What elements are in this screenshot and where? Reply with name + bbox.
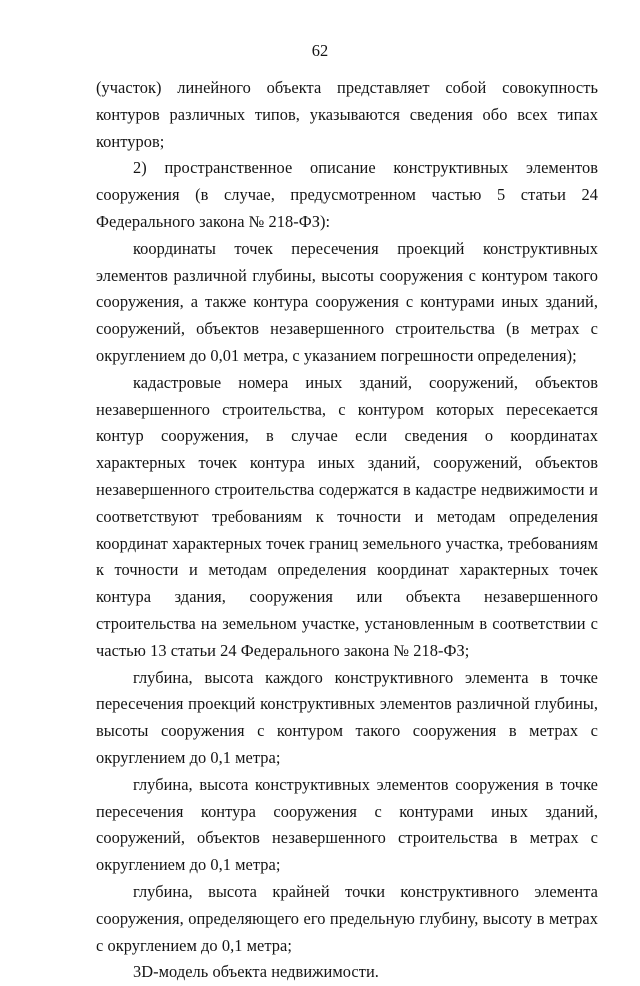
paragraph-continuation: (участок) линейного объекта представляет собой совокупность контуров различных типов, указываются сведения обо всех типах контуров; [96, 78, 598, 151]
paragraph-extreme-point: глубина, высота крайней точки конструктивного элемента сооружения, определяющего его предельную глубину, высоту в метрах с округлением до 0,1 метра; [96, 881, 598, 955]
paragraph-cadastral-numbers: кадастровые номера иных зданий, сооружений, объектов незавершенного строительства, с контуром которых пересекается контур сооружения, в случае если сведения о координатах характерных точек контура иных зданий, сооружений, объектов незавершенного строительства содержатся в кадастре недвижимости и соответствуют требованиям к точности и методам определения координат характерных точек границ земельного участка, требованиям к точности и методам определения координат характерных точек контура здания, сооружения или объекта незавершенного строительства на земельном участке, установленным в соответствии с частью 13 статьи 24 Федерального закона № 218-ФЗ; [96, 372, 598, 660]
paragraph-3d-model: 3D-модель объекта недвижимости. [133, 962, 379, 982]
paragraph-intersection-coordinates: координаты точек пересечения проекций конструктивных элементов различной глубины, высоты сооружения с контуром такого сооружения, а также контура сооружения с контурами иных зданий, сооружений, объектов незавершенного строительства (в метрах с округлением до 0,01 метра, с указанием погрешности определения); [96, 238, 598, 365]
page-number: 62 [311, 41, 329, 60]
paragraph-contour-depth-height: глубина, высота конструктивных элементов сооружения в точке пересечения контура сооружения с контурами иных зданий, сооружений, объектов незавершенного строительства в метрах с округлением до 0,1 метра; [96, 774, 598, 875]
paragraph-element-depth-height: глубина, высота каждого конструктивного элемента в точке пересечения проекций конструктивных элементов различной глубины, высоты сооружения с контуром такого сооружения в метрах с округлением до 0,1 метра; [96, 667, 598, 767]
document-body [96, 75, 598, 986]
paragraph-spatial-description: 2) пространственное описание конструктивных элементов сооружения (в случае, предусмотренном частью 5 статьи 24 Федерального закона № 218-ФЗ): [96, 158, 598, 231]
